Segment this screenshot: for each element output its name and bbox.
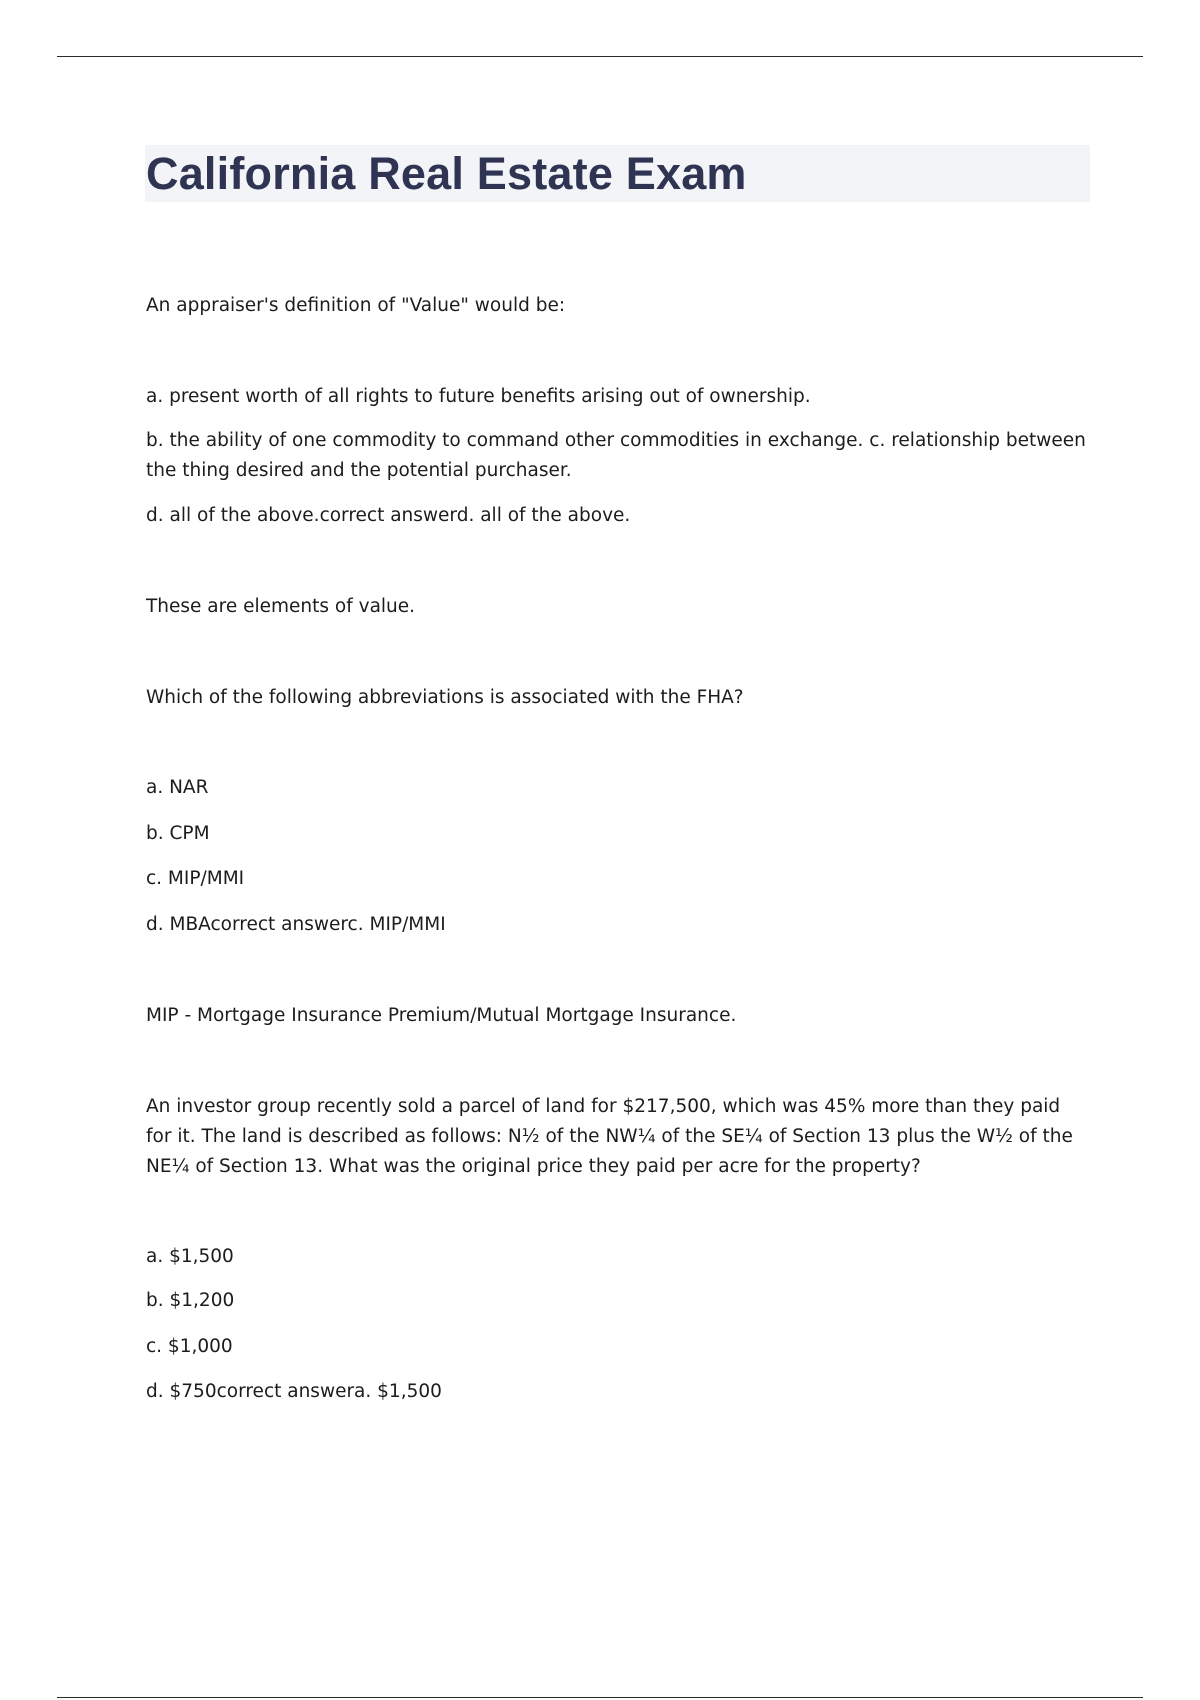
q1-option-a: a. present worth of all rights to future benefits arising out of ownership. (146, 386, 811, 407)
q2-option-c: c. MIP/MMI (146, 868, 245, 889)
q2-option-a: a. NAR (146, 777, 209, 798)
q3-option-b: b. $1,200 (146, 1290, 235, 1311)
q3-option-a: a. $1,500 (146, 1246, 234, 1267)
q1-question: An appraiser's definition of "Value" would be: (146, 295, 566, 316)
q1-option-b: b. the ability of one commodity to command other commodities in exchange. c. relationship between the thing desired and the potential purchaser. (146, 430, 1086, 481)
q3-option-d: d. $750correct answera. $1,500 (146, 1381, 442, 1402)
bottom-rule (57, 1697, 1143, 1698)
q1-option-d: d. all of the above.correct answerd. all of the above. (146, 505, 631, 526)
q2-option-d: d. MBAcorrect answerc. MIP/MMI (146, 914, 446, 935)
q2-option-b: b. CPM (146, 823, 210, 844)
q3-question: An investor group recently sold a parcel of land for $217,500, which was 45% more than they paid for it. The land is described as follows: N½ of the NW¼ of the SE¼ of Section 13 plus the W½ of the NE¼ of Section 13. What was the original price they paid per acre for the property? (146, 1096, 1073, 1177)
top-rule (57, 56, 1143, 57)
q1-explanation: These are elements of value. (146, 596, 416, 617)
q2-question: Which of the following abbreviations is associated with the FHA? (146, 687, 744, 708)
q3-option-c: c. $1,000 (146, 1336, 233, 1357)
q2-explanation: MIP - Mortgage Insurance Premium/Mutual Mortgage Insurance. (146, 1005, 737, 1026)
page-title: California Real Estate Exam (146, 148, 747, 199)
